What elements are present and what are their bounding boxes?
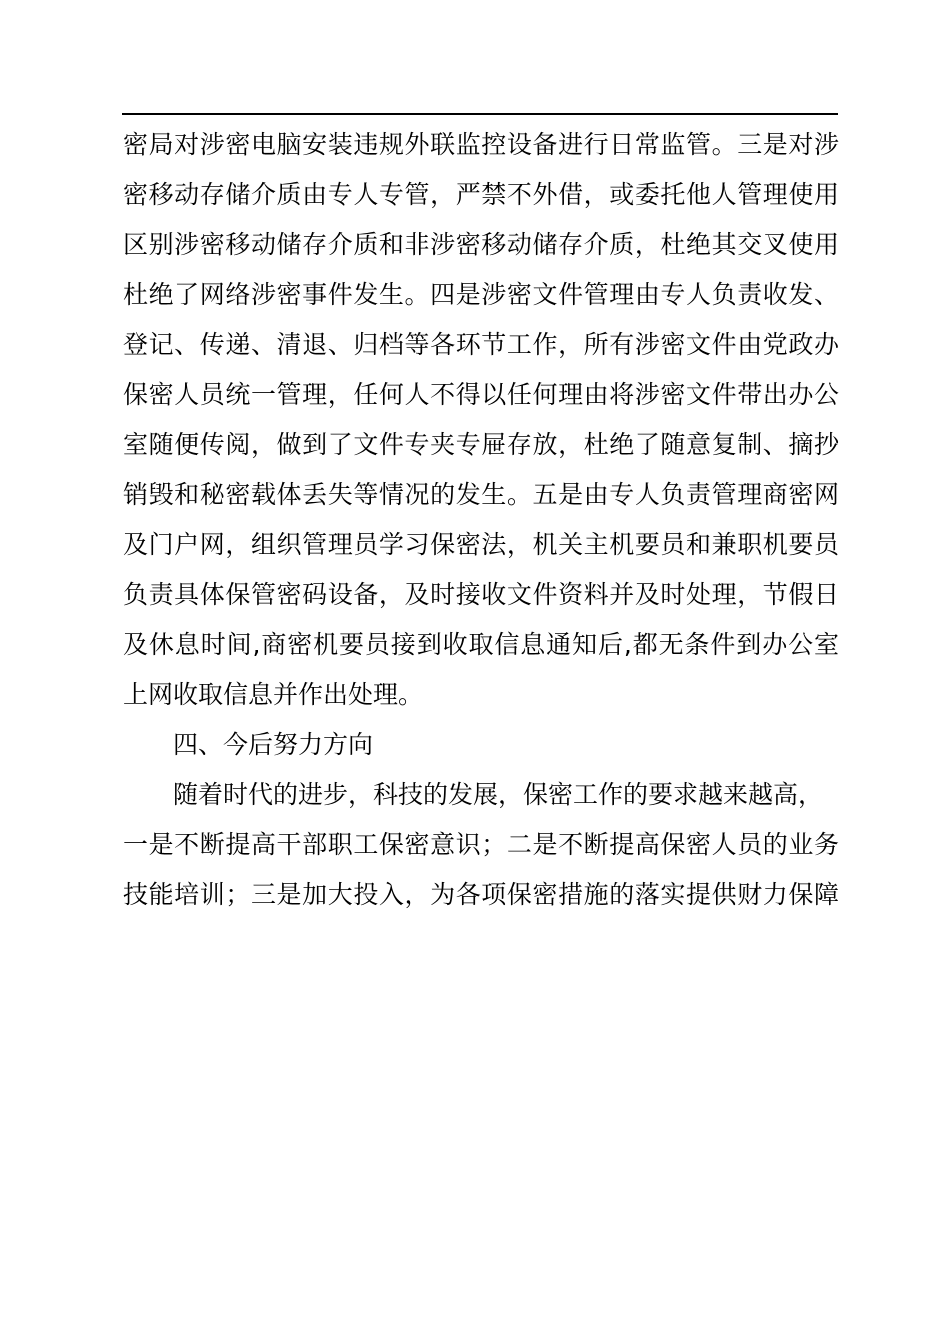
- body-line: 上网收取信息并作出处理。: [123, 680, 424, 709]
- paragraph-line: 随着时代的进步，科技的发展，保密工作的要求越来越高，: [173, 780, 824, 809]
- body-line: 区别涉密移动储存介质和非涉密移动储存介质，杜绝其交叉使用: [123, 230, 839, 259]
- body-line: 室随便传阅，做到了文件专夹专屉存放，杜绝了随意复制、摘抄: [123, 430, 839, 459]
- document-body: [123, 120, 839, 920]
- body-line: 销毁和秘密载体丢失等情况的发生。五是由专人负责管理商密网: [123, 480, 839, 509]
- paragraph-line: 技能培训；三是加大投入，为各项保密措施的落实提供财力保障: [123, 880, 839, 909]
- body-line: 负责具体保管密码设备，及时接收文件资料并及时处理，节假日: [123, 580, 839, 609]
- header-rule: [122, 113, 838, 115]
- section-heading: 四、今后努力方向: [173, 730, 374, 759]
- body-line: 杜绝了网络涉密事件发生。四是涉密文件管理由专人负责收发、: [123, 280, 839, 309]
- body-line: 保密人员统一管理，任何人不得以任何理由将涉密文件带出办公: [123, 380, 839, 409]
- paragraph-line: 一是不断提高干部职工保密意识；二是不断提高保密人员的业务: [123, 830, 839, 859]
- body-line: 及门户网，组织管理员学习保密法，机关主机要员和兼职机要员: [123, 530, 839, 559]
- body-line: 及休息时间,商密机要员接到收取信息通知后,都无条件到办公室: [123, 630, 839, 659]
- body-line: 密局对涉密电脑安装违规外联监控设备进行日常监管。三是对涉: [123, 130, 839, 159]
- body-line: 密移动存储介质由专人专管，严禁不外借，或委托他人管理使用: [123, 180, 839, 209]
- body-line: 登记、传递、清退、归档等各环节工作，所有涉密文件由党政办: [123, 330, 839, 359]
